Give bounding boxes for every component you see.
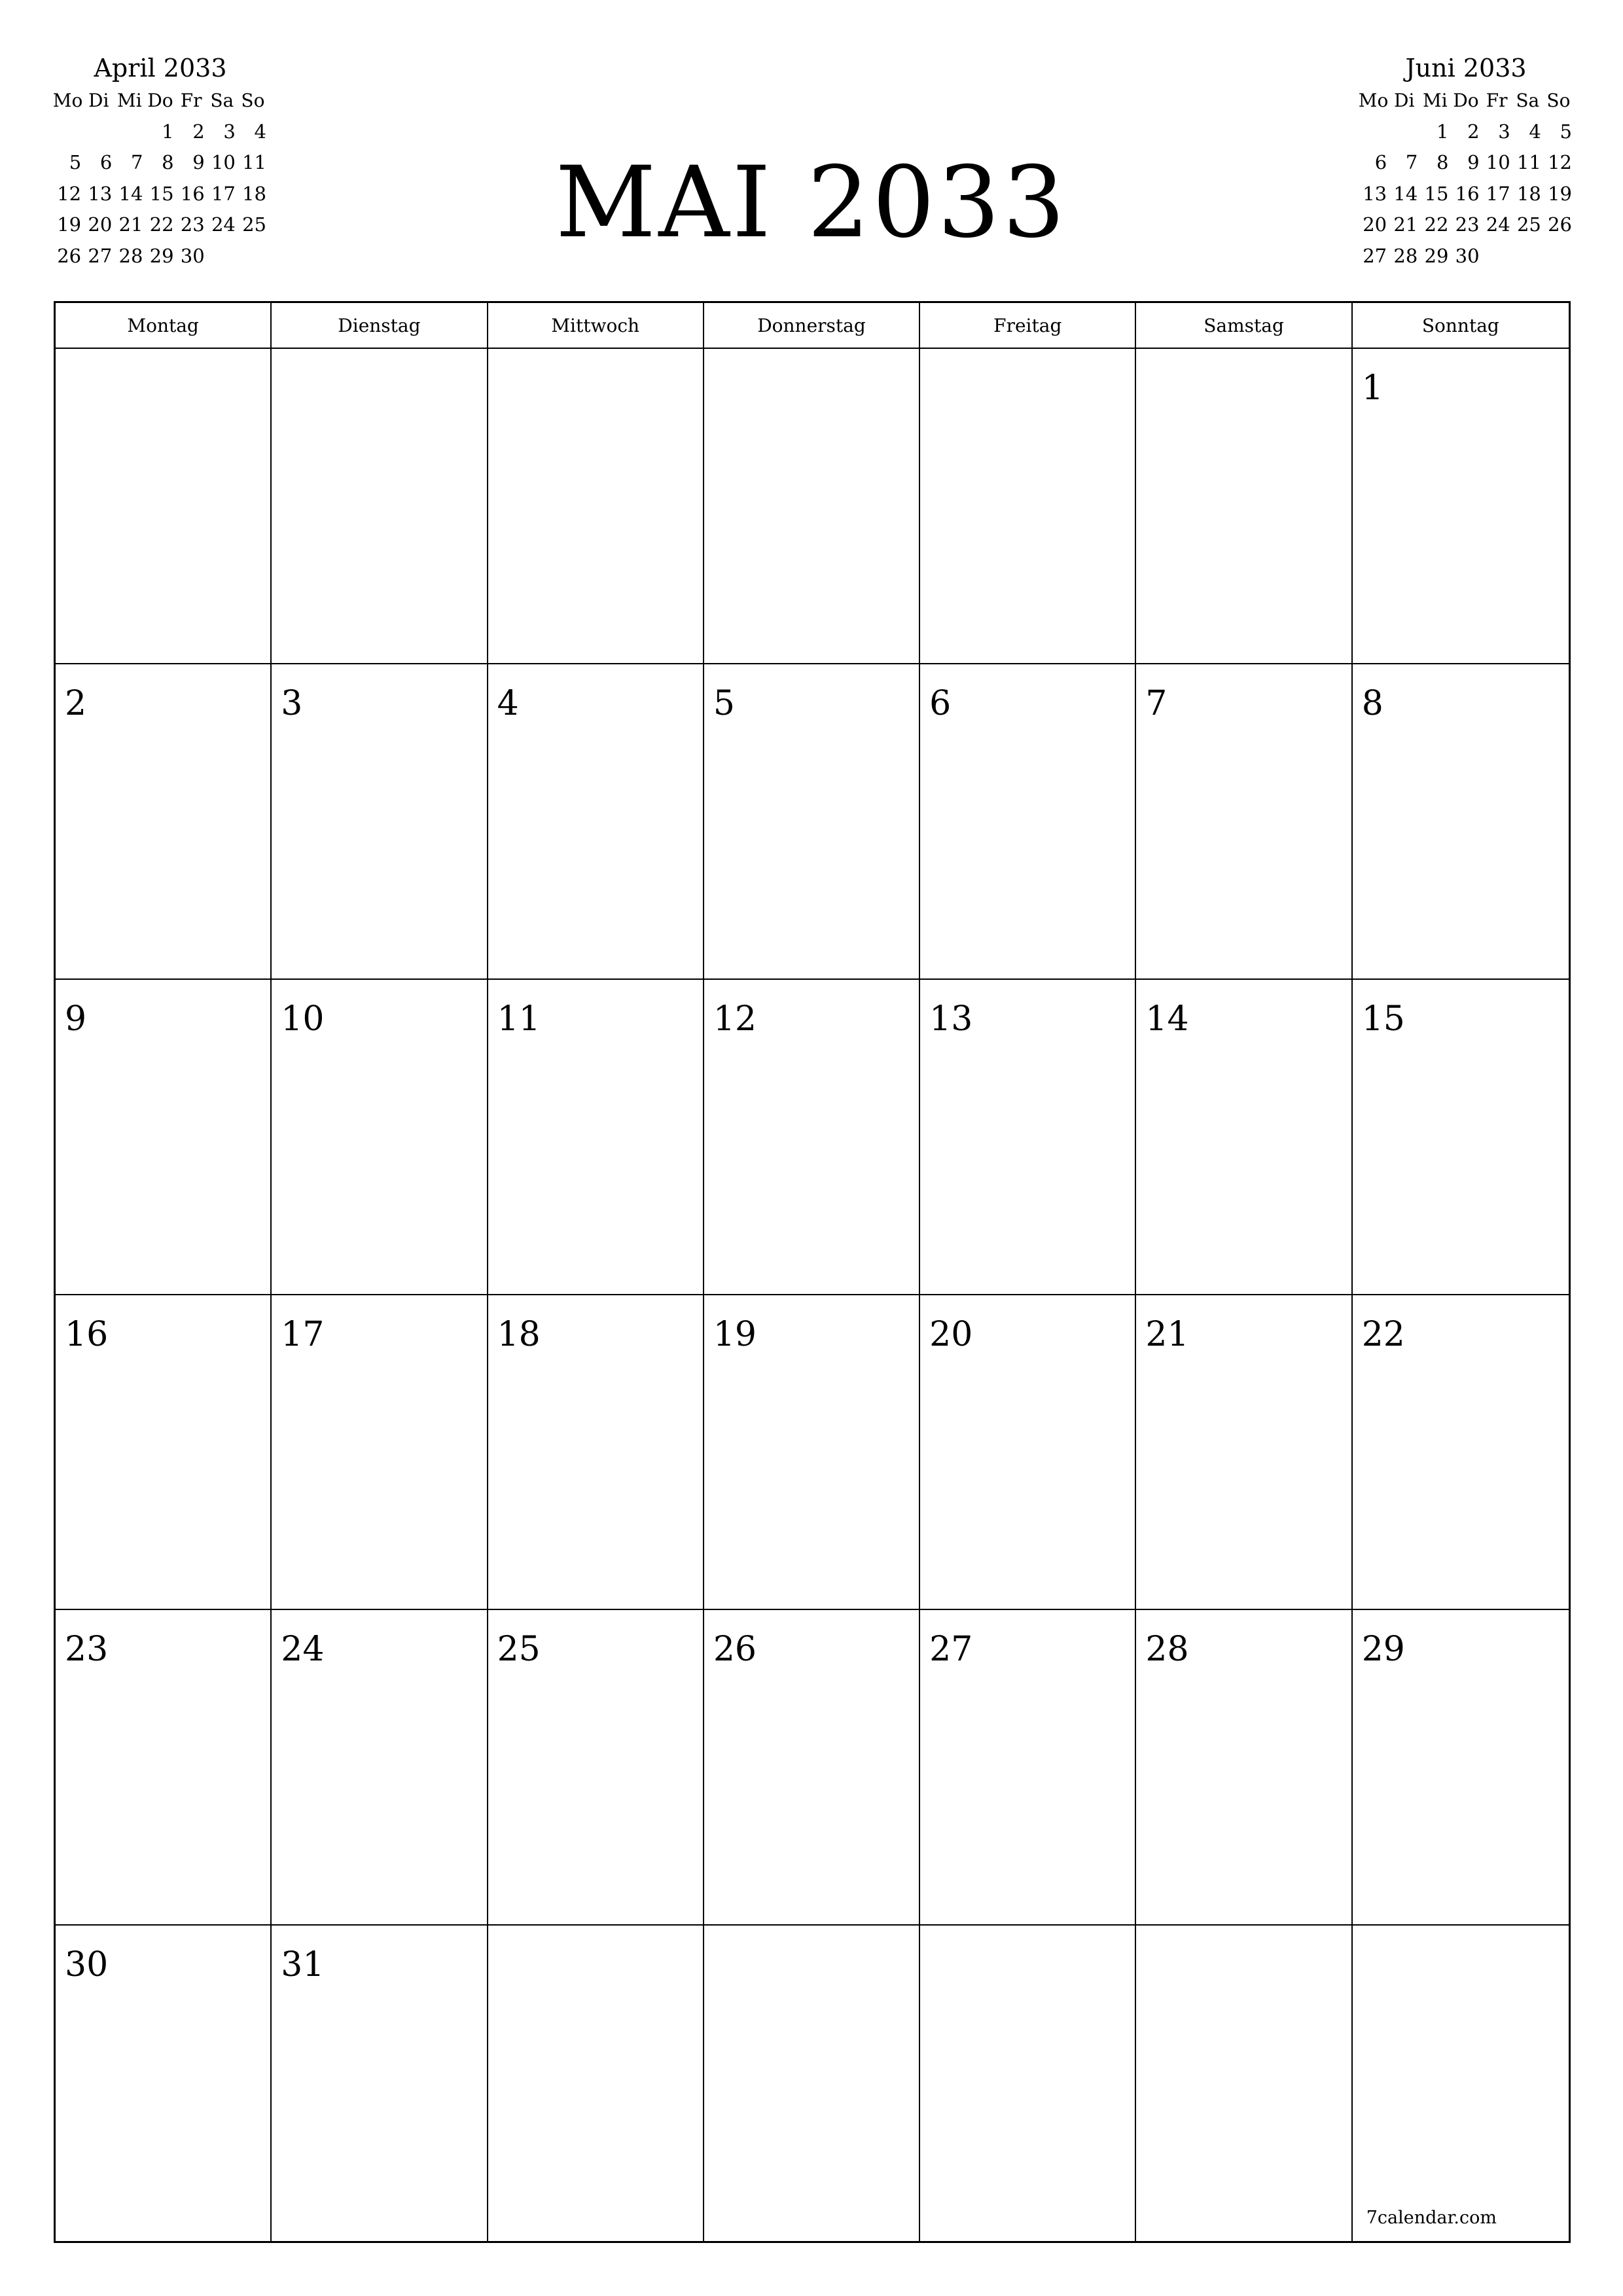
day-number: 17 (281, 1314, 325, 1354)
mini-prev-weekday: Fr (180, 90, 202, 111)
mini-next-day: 21 (1393, 213, 1418, 236)
mini-next-weekday: Mi (1423, 90, 1448, 111)
day-cell[interactable] (488, 1295, 704, 1611)
mini-prev-day: 14 (118, 182, 143, 205)
day-number: 18 (497, 1314, 541, 1354)
day-cell[interactable] (1136, 1610, 1352, 1926)
weekday-header: Mittwoch (488, 303, 704, 349)
mini-prev-day: 13 (88, 182, 113, 205)
mini-prev-day: 30 (180, 244, 205, 267)
mini-prev-day: 10 (211, 151, 236, 173)
mini-prev-day: 17 (211, 182, 236, 205)
mini-next-day: 28 (1393, 244, 1418, 267)
weekday-header: Freitag (920, 303, 1136, 349)
mini-next-day: 27 (1363, 244, 1387, 267)
day-number: 12 (713, 999, 757, 1039)
day-cell[interactable] (704, 980, 920, 1295)
mini-prev-day: 27 (88, 244, 113, 267)
mini-calendar-prev (52, 51, 268, 272)
day-number: 24 (281, 1630, 325, 1670)
day-number: 30 (65, 1945, 109, 1985)
mini-next-weekday: Do (1453, 90, 1479, 111)
mini-next-day: 1 (1436, 120, 1449, 143)
day-cell[interactable] (272, 664, 488, 980)
day-number: 26 (713, 1630, 757, 1670)
day-cell[interactable] (56, 1926, 272, 2241)
day-cell[interactable] (56, 664, 272, 980)
mini-next-day: 24 (1486, 213, 1510, 236)
mini-next-day: 13 (1363, 182, 1387, 205)
day-number: 29 (1361, 1630, 1405, 1670)
day-cell[interactable] (272, 980, 488, 1295)
day-cell[interactable] (56, 1295, 272, 1611)
mini-prev-day: 19 (57, 213, 82, 236)
day-cell[interactable] (272, 1926, 488, 2241)
day-cell[interactable] (704, 349, 920, 664)
day-cell[interactable] (488, 349, 704, 664)
day-cell[interactable] (272, 1295, 488, 1611)
mini-prev-weekday: Do (147, 90, 173, 111)
day-number: 31 (281, 1945, 325, 1985)
mini-next-weekday: Sa (1516, 90, 1540, 111)
weekday-header: Dienstag (272, 303, 488, 349)
day-number: 20 (929, 1314, 973, 1354)
mini-prev-weekday: Sa (210, 90, 234, 111)
day-cell[interactable] (1136, 664, 1352, 980)
mini-prev-weekday: Mo (52, 90, 83, 111)
day-cell[interactable] (704, 1295, 920, 1611)
mini-next-day: 26 (1548, 213, 1572, 236)
mini-prev-blank (83, 117, 114, 148)
day-cell[interactable] (488, 664, 704, 980)
day-number: 19 (713, 1314, 757, 1354)
day-cell[interactable] (488, 980, 704, 1295)
mini-prev-day: 5 (69, 151, 82, 173)
day-number: 22 (1361, 1314, 1405, 1354)
mini-next-day: 12 (1548, 151, 1572, 173)
mini-next-day: 17 (1486, 182, 1510, 205)
day-cell[interactable] (1353, 1610, 1569, 1926)
day-cell[interactable] (1136, 1295, 1352, 1611)
mini-calendar-next-grid (1358, 85, 1574, 272)
mini-prev-day: 7 (130, 151, 143, 173)
mini-next-day: 30 (1455, 244, 1480, 267)
day-number: 10 (281, 999, 325, 1039)
mini-prev-day: 15 (149, 182, 174, 205)
mini-next-day: 7 (1405, 151, 1418, 173)
mini-prev-day: 9 (192, 151, 205, 173)
mini-next-day: 4 (1529, 120, 1541, 143)
day-cell[interactable] (704, 1926, 920, 2241)
mini-prev-day: 26 (57, 244, 82, 267)
day-number: 21 (1145, 1314, 1189, 1354)
mini-prev-day: 11 (242, 151, 266, 173)
day-cell[interactable] (1136, 1926, 1352, 2241)
day-cell[interactable] (1353, 664, 1569, 980)
day-number: 2 (65, 683, 87, 723)
mini-prev-day: 2 (192, 120, 205, 143)
mini-next-day: 5 (1560, 120, 1572, 143)
mini-prev-day: 23 (180, 213, 205, 236)
mini-prev-day: 4 (254, 120, 266, 143)
mini-calendar-next-title: Juni 2033 (1405, 54, 1527, 82)
mini-prev-day: 12 (57, 182, 82, 205)
mini-prev-day: 1 (162, 120, 174, 143)
mini-next-day: 3 (1498, 120, 1510, 143)
mini-prev-day: 20 (88, 213, 113, 236)
day-number: 1 (1361, 368, 1383, 408)
mini-next-weekday: Fr (1486, 90, 1508, 111)
weekday-header: Samstag (1136, 303, 1352, 349)
day-cell[interactable] (920, 1610, 1136, 1926)
mini-next-day: 22 (1424, 213, 1449, 236)
day-number: 13 (929, 999, 973, 1039)
day-number: 27 (929, 1630, 973, 1670)
month-grid (54, 301, 1571, 2243)
day-cell[interactable] (272, 1610, 488, 1926)
day-number: 9 (65, 999, 87, 1039)
day-cell[interactable] (1353, 1295, 1569, 1611)
mini-prev-weekday: So (241, 90, 265, 111)
day-number: 28 (1145, 1630, 1189, 1670)
mini-next-day: 20 (1363, 213, 1387, 236)
day-cell[interactable] (56, 349, 272, 664)
day-number: 15 (1361, 999, 1405, 1039)
day-number: 8 (1361, 683, 1383, 723)
day-cell[interactable] (920, 1295, 1136, 1611)
day-cell[interactable] (920, 349, 1136, 664)
mini-next-day: 29 (1424, 244, 1449, 267)
mini-prev-day: 25 (242, 213, 266, 236)
mini-prev-blank (52, 117, 83, 148)
mini-prev-day: 18 (242, 182, 266, 205)
mini-next-day: 2 (1467, 120, 1480, 143)
mini-prev-day: 3 (223, 120, 236, 143)
day-cell[interactable] (1353, 1926, 1569, 2241)
mini-calendar-prev-title: April 2033 (94, 54, 227, 82)
day-cell[interactable] (704, 664, 920, 980)
mini-calendar-next (1358, 51, 1574, 272)
day-number: 25 (497, 1630, 541, 1670)
mini-prev-day: 22 (149, 213, 174, 236)
mini-prev-day: 6 (99, 151, 113, 173)
day-number: 16 (65, 1314, 109, 1354)
mini-next-day: 10 (1486, 151, 1510, 173)
day-cell[interactable] (488, 1926, 704, 2241)
mini-next-day: 25 (1516, 213, 1541, 236)
mini-next-blank (1389, 117, 1419, 148)
mini-next-day: 18 (1516, 182, 1541, 205)
mini-prev-weekday: Di (88, 90, 109, 111)
mini-calendar-prev-grid (52, 85, 268, 272)
day-cell[interactable] (1136, 980, 1352, 1295)
mini-prev-blank (114, 117, 145, 148)
mini-prev-day: 29 (149, 244, 174, 267)
mini-next-day: 11 (1516, 151, 1541, 173)
day-number: 3 (281, 683, 303, 723)
day-number: 4 (497, 683, 519, 723)
mini-next-weekday: Mo (1358, 90, 1389, 111)
day-number: 23 (65, 1630, 109, 1670)
mini-prev-day: 16 (180, 182, 205, 205)
day-cell[interactable] (56, 1610, 272, 1926)
mini-next-day: 6 (1374, 151, 1387, 173)
day-cell[interactable] (56, 980, 272, 1295)
mini-prev-day: 21 (118, 213, 143, 236)
day-cell[interactable] (920, 1926, 1136, 2241)
day-number: 7 (1145, 683, 1168, 723)
mini-next-weekday: Di (1394, 90, 1415, 111)
day-cell[interactable] (488, 1610, 704, 1926)
day-number: 11 (497, 999, 541, 1039)
mini-next-day: 8 (1436, 151, 1449, 173)
mini-next-day: 14 (1393, 182, 1418, 205)
day-cell[interactable] (920, 980, 1136, 1295)
weekday-header: Donnerstag (704, 303, 920, 349)
mini-next-day: 9 (1467, 151, 1480, 173)
mini-next-blank (1358, 117, 1389, 148)
mini-next-day: 23 (1455, 213, 1480, 236)
day-number: 6 (929, 683, 952, 723)
mini-next-day: 19 (1548, 182, 1572, 205)
page-title: MAI 2033 (555, 146, 1068, 260)
day-cell[interactable] (920, 664, 1136, 980)
mini-prev-day: 8 (162, 151, 174, 173)
day-cell[interactable] (704, 1610, 920, 1926)
day-number: 14 (1145, 999, 1189, 1039)
mini-next-day: 15 (1424, 182, 1449, 205)
credit-text: 7calendar.com (1366, 2208, 1497, 2228)
weekday-header: Sonntag (1353, 303, 1569, 349)
mini-prev-day: 24 (211, 213, 236, 236)
day-cell[interactable] (1136, 349, 1352, 664)
weekday-header: Montag (56, 303, 272, 349)
mini-prev-weekday: Mi (117, 90, 142, 111)
mini-prev-day: 28 (118, 244, 143, 267)
day-cell[interactable] (272, 349, 488, 664)
mini-next-weekday: So (1546, 90, 1571, 111)
day-number: 5 (713, 683, 735, 723)
day-cell[interactable] (1353, 980, 1569, 1295)
mini-next-day: 16 (1455, 182, 1480, 205)
day-cell[interactable] (1353, 349, 1569, 664)
